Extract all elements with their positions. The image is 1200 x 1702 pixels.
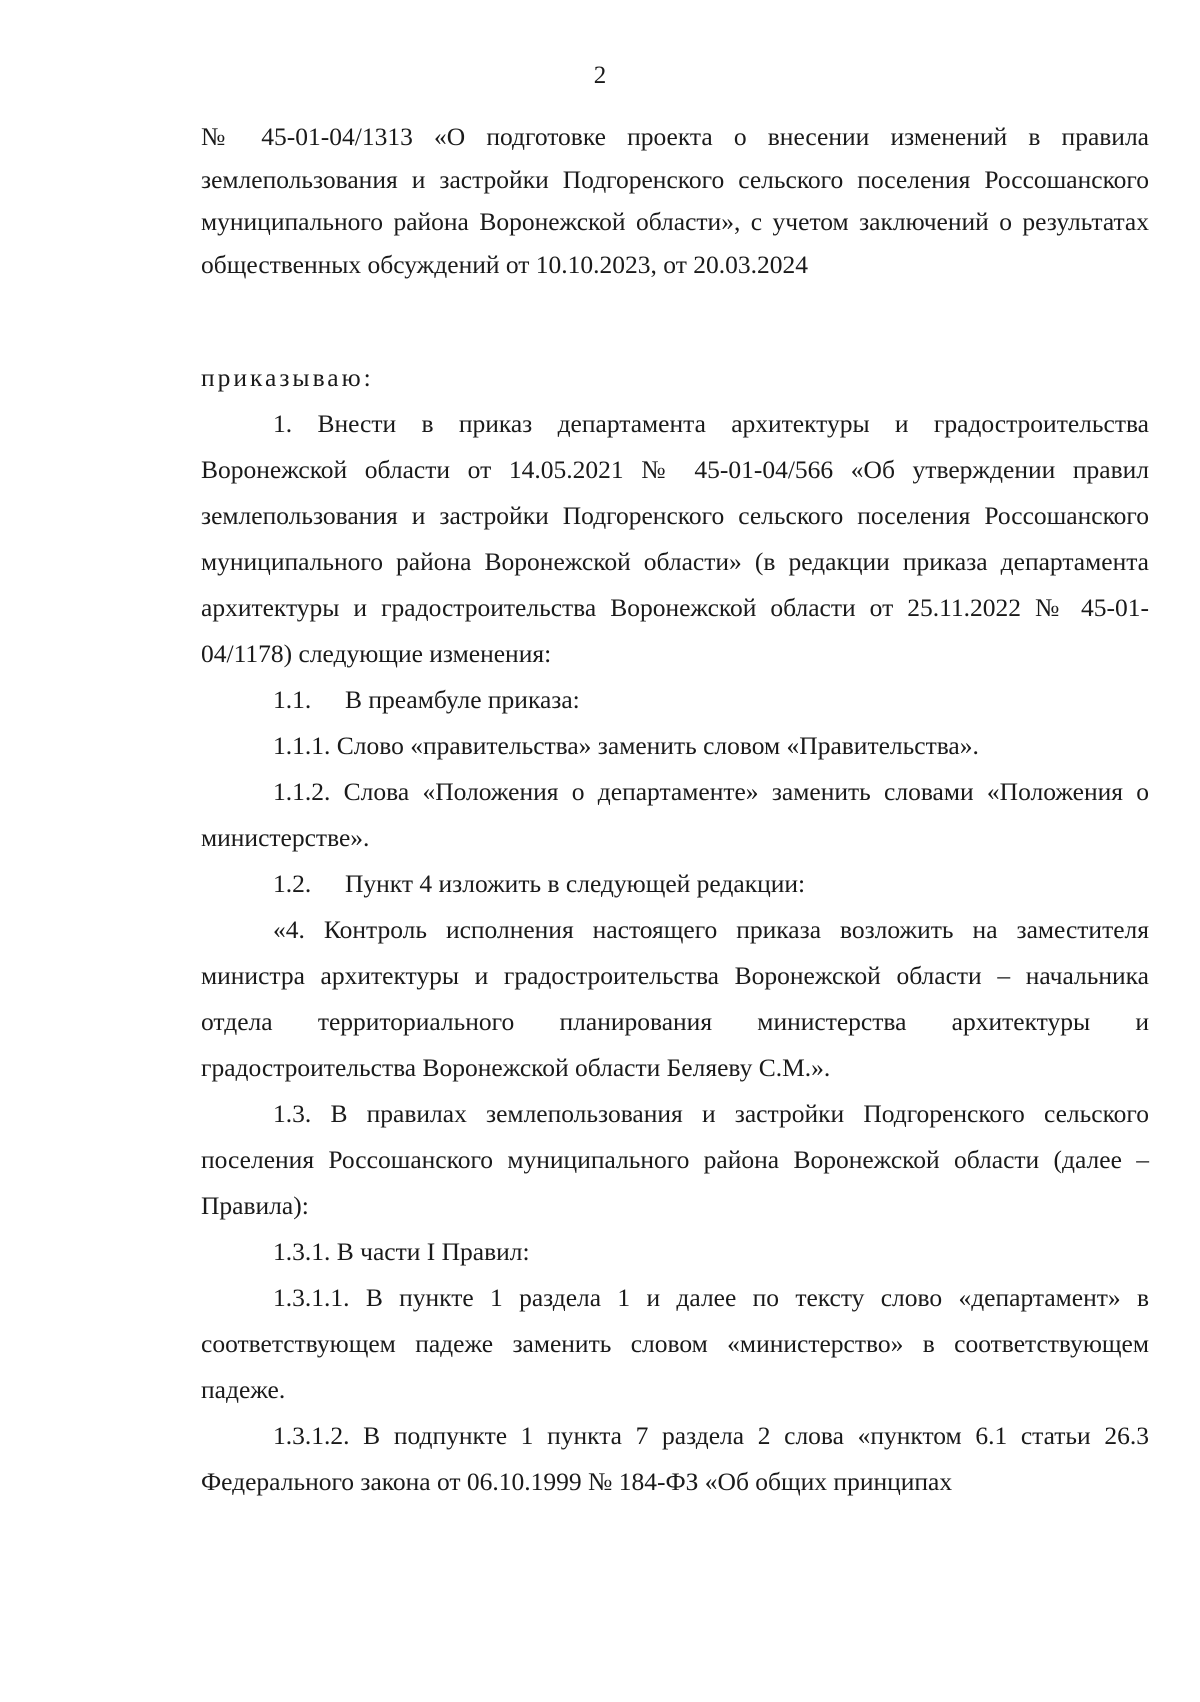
paragraph-1-1-text: В преамбуле приказа: [345, 685, 580, 714]
paragraph-1-1-number: 1.1. [273, 685, 312, 714]
paragraph-1-1-2: 1.1.2. Слова «Положения о департаменте» заменить словами «Положения о министерстве». [201, 777, 1149, 852]
order-word: приказываю: [201, 363, 374, 392]
quoted-paragraph-4: «4. Контроль исполнения настоящего приказа возложить на заместителя министра архитектуры и градостроительства Воронежской области – начальника отдела территориального планирования министерства архитектуры и градостроительства Воронежской области Беляеву С.М.». [201, 915, 1149, 1082]
paragraph-1-2-number: 1.2. [273, 869, 312, 898]
paragraph-1-3-1: 1.3.1. В части I Правил: [273, 1237, 530, 1266]
paragraph-1-1 [201, 677, 1149, 723]
page-number: 2 [593, 62, 607, 89]
intro-paragraph: № 45-01-04/1313 «О подготовке проекта о внесении изменений в правила землепользования и застройки Подгоренского сельского поселения Россошанского муниципального района Воронежской области», с учетом заключений о результатах общественных обсуждений от 10.10.2023, от 20.03.2024 [201, 122, 1149, 279]
paragraph-1-3-1-1: 1.3.1.1. В пункте 1 раздела 1 и далее по тексту слово «департамент» в соответствующем падеже заменить словом «министерство» в соответствующем падеже. [201, 1283, 1149, 1404]
paragraph-1-2-text: Пункт 4 изложить в следующей редакции: [345, 869, 806, 898]
paragraph-1-3-1-2: 1.3.1.2. В подпункте 1 пункта 7 раздела 2 слова «пунктом 6.1 статьи 26.3 Федерального закона от 06.10.1999 № 184-ФЗ «Об общих принципах [201, 1421, 1149, 1496]
paragraph-1-2 [201, 861, 1149, 907]
paragraph-1: 1. Внести в приказ департамента архитектуры и градостроительства Воронежской области от 14.05.2021 № 45-01-04/566 «Об утверждении правил землепользования и застройки Подгоренского сельского поселения Россошанского муниципального района Воронежской области» (в редакции приказа департамента архитектуры и градостроительства Воронежской области от 25.11.2022 № 45-01-04/1178) следующие изменения: [201, 409, 1149, 668]
paragraph-1-1-1: 1.1.1. Слово «правительства» заменить словом «Правительства». [273, 731, 979, 760]
intro-block [201, 116, 1149, 286]
order-body [201, 355, 1149, 1505]
paragraph-1-3: 1.3. В правилах землепользования и застройки Подгоренского сельского поселения Россошанского муниципального района Воронежской области (далее – Правила): [201, 1099, 1149, 1220]
